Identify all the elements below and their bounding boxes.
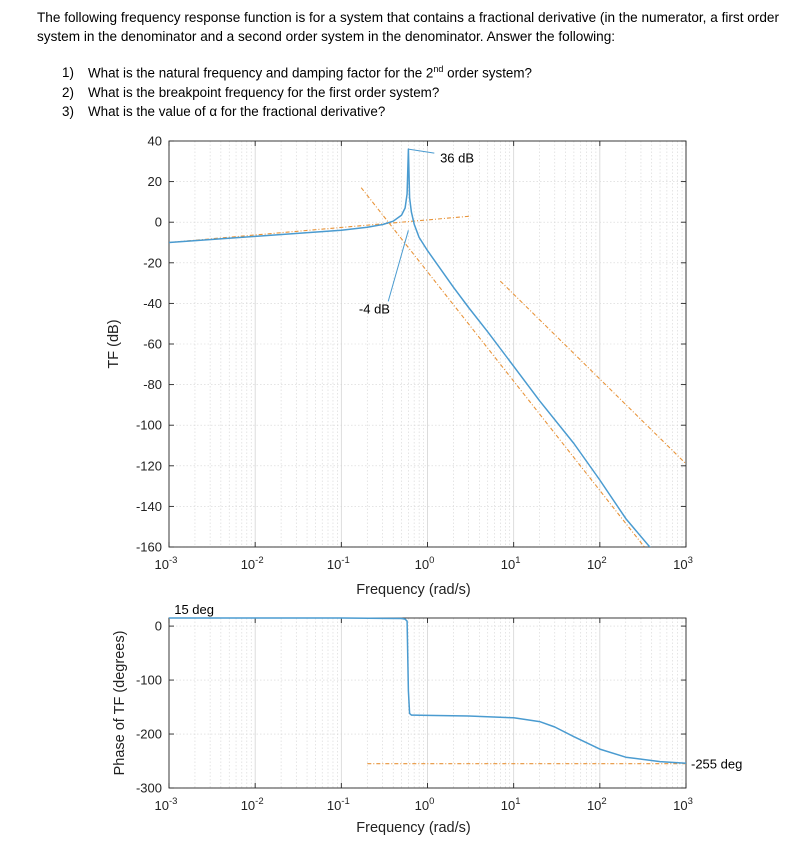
- y-tick-label: -160: [135, 539, 162, 555]
- question-text: What is the value of α for the fractional derivative?: [88, 104, 386, 120]
- x-tick-label: $10^{-2}$: [240, 555, 264, 572]
- x-tick-label: $10^{-3}$: [154, 796, 178, 813]
- x-tick-label: $10^3$: [673, 796, 693, 813]
- question-text: What is the natural frequency and damping factor for the 2: [88, 65, 434, 81]
- x-tick-label: $10^0$: [414, 555, 435, 572]
- x-tick-label: $10^2$: [586, 796, 607, 813]
- annotation-leader-line: [388, 230, 408, 301]
- annotation-label: -255 deg: [691, 756, 743, 772]
- question-text: What is the breakpoint frequency for the first order system?: [88, 84, 440, 100]
- x-axis-title: Frequency (rad/s): [356, 820, 471, 836]
- y-tick-label: -20: [143, 255, 162, 271]
- y-tick-label: 0: [154, 214, 162, 230]
- asymptote-line: [358, 188, 686, 600]
- y-axis-title: Phase of TF (degrees): [112, 630, 128, 776]
- question-number: 2): [62, 84, 74, 100]
- asymptote-line: [500, 281, 686, 464]
- question-intro: The following frequency response function is for a system that contains a fractional derivative (in the numerator, a first order system in the denominator and a second order system in the denominator. Answer the following:: [37, 10, 779, 44]
- question-superscript: nd: [433, 64, 444, 74]
- asymptote-line: [169, 216, 471, 242]
- magnitude-plot: [106, 134, 693, 600]
- x-tick-label: $10^{-1}$: [326, 555, 350, 572]
- annotation-label: -4 dB: [358, 301, 390, 317]
- x-tick-label: $10^1$: [500, 555, 521, 572]
- question-number: 1): [62, 65, 74, 81]
- annotation-label: 15 deg: [174, 602, 214, 617]
- y-tick-label: -140: [135, 498, 162, 514]
- x-axis-title: Frequency (rad/s): [356, 582, 471, 598]
- x-tick-label: $10^{-2}$: [240, 796, 264, 813]
- y-tick-label: 0: [154, 618, 162, 634]
- y-tick-label: -200: [135, 726, 162, 742]
- y-tick-label: 20: [147, 174, 162, 190]
- y-tick-label: -60: [143, 336, 162, 352]
- x-tick-label: $10^{-3}$: [154, 555, 178, 572]
- question-number: 3): [62, 104, 74, 120]
- x-tick-label: $10^1$: [500, 796, 521, 813]
- x-tick-label: $10^{-1}$: [326, 796, 350, 813]
- y-tick-label: -80: [143, 377, 162, 393]
- x-tick-label: $10^2$: [586, 555, 607, 572]
- y-tick-label: 40: [147, 133, 162, 149]
- phase-plot: [112, 602, 742, 836]
- x-tick-label: $10^3$: [673, 555, 693, 572]
- y-tick-label: -100: [135, 417, 162, 433]
- y-axis-title: TF (dB): [106, 319, 122, 369]
- y-tick-label: -300: [135, 780, 162, 796]
- question-text-end: order system?: [443, 65, 532, 81]
- annotation-leader-line: [408, 149, 434, 153]
- y-tick-label: -120: [135, 458, 162, 474]
- y-tick-label: -40: [143, 295, 162, 311]
- y-tick-label: -100: [135, 672, 162, 688]
- x-tick-label: $10^0$: [414, 796, 435, 813]
- annotation-label: 36 dB: [440, 150, 475, 166]
